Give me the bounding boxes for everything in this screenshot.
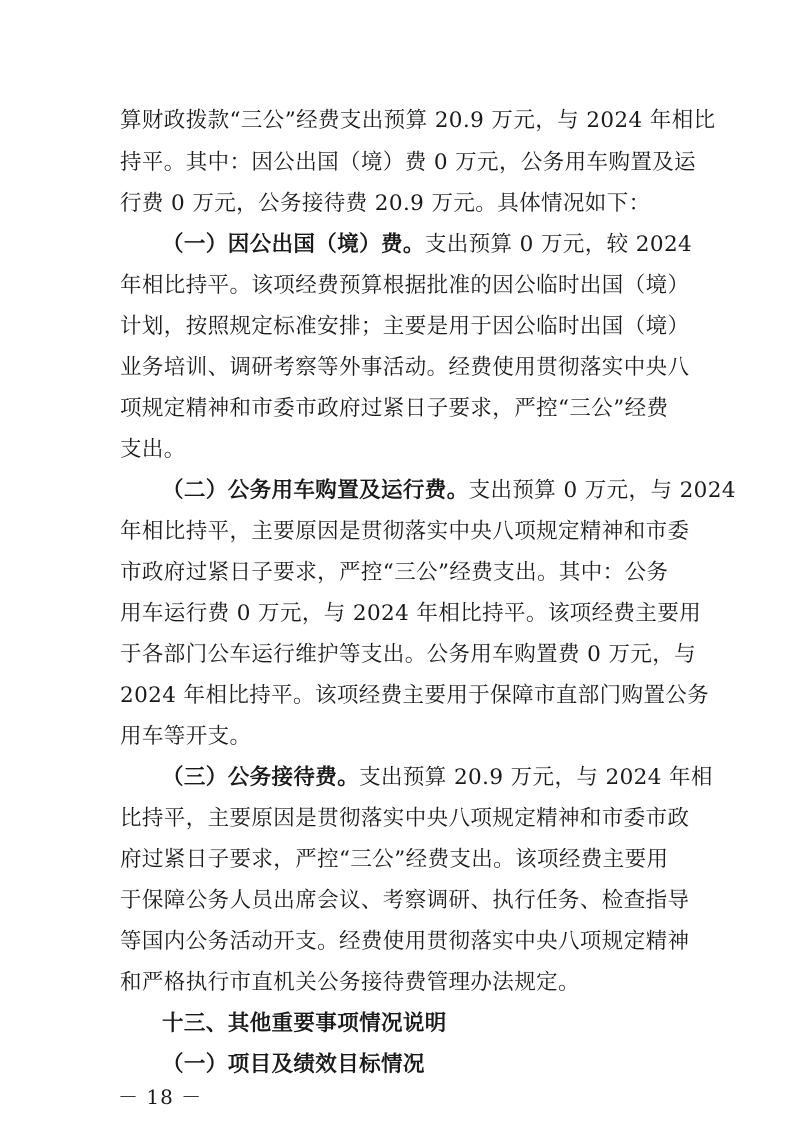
paragraph-line: 用车等开支。 (120, 724, 252, 749)
section-2-title: （二）公务用车购置及运行费。 (162, 478, 469, 503)
paragraph-line: 年相比持平。该项经费预算根据批准的因公临时出国（境） (120, 273, 690, 298)
paragraph-line: 和严格执行市直机关公务接待费管理办法规定。 (120, 970, 580, 995)
paragraph-line: 2024 年相比持平。该项经费主要用于保障市直部门购置公务 (120, 683, 710, 708)
paragraph-line: 支出。 (120, 437, 186, 462)
paragraph-line: 比持平，主要原因是贯彻落实中央八项规定精神和市委市政 (120, 806, 690, 831)
section-2-first-line (162, 476, 736, 506)
section-13-heading: 十三、其他重要事项情况说明 (162, 1011, 447, 1036)
paragraph-line: 市政府过紧日子要求，严控“三公”经费支出。其中：公务 (120, 560, 669, 585)
section-1-first-line (162, 230, 693, 260)
section-3-first-line (162, 763, 713, 793)
section-3-title: （三）公务接待费。 (162, 765, 360, 790)
section-2-first-line-rest: 支出预算 0 万元，与 2024 (468, 478, 736, 503)
section-13-1-subheading: （一）项目及绩效目标情况 (162, 1052, 425, 1077)
paragraph-line: 用车运行费 0 万元，与 2024 年相比持平。该项经费主要用 (120, 601, 702, 626)
paragraph-line: 持平。其中：因公出国（境）费 0 万元，公务用车购置及运 (120, 150, 697, 175)
section-1-title: （一）因公出国（境）费。 (162, 232, 425, 257)
paragraph-line: 项规定精神和市委市政府过紧日子要求，严控“三公”经费 (120, 396, 669, 421)
paragraph-line: 算财政拨款“三公”经费支出预算 20.9 万元，与 2024 年相比 (120, 108, 716, 133)
page-number: － 18 － (118, 1085, 203, 1109)
paragraph-line: 业务培训、调研考察等外事活动。经费使用贯彻落实中央八 (120, 355, 690, 380)
paragraph-line: 年相比持平，主要原因是贯彻落实中央八项规定精神和市委 (120, 519, 690, 544)
section-3-first-line-rest: 支出预算 20.9 万元，与 2024 年相 (359, 765, 713, 790)
section-1-first-line-rest: 支出预算 0 万元，较 2024 (424, 232, 693, 257)
paragraph-line: 府过紧日子要求，严控“三公”经费支出。该项经费主要用 (120, 847, 669, 872)
paragraph-line: 行费 0 万元，公务接待费 20.9 万元。具体情况如下： (120, 191, 651, 216)
paragraph-line: 于各部门公车运行维护等支出。公务用车购置费 0 万元，与 (120, 642, 697, 667)
paragraph-line: 于保障公务人员出席会议、考察调研、执行任务、检查指导 (120, 888, 690, 913)
paragraph-line: 计划，按照规定标准安排；主要是用于因公临时出国（境） (120, 314, 690, 339)
paragraph-line: 等国内公务活动开支。经费使用贯彻落实中央八项规定精神 (120, 929, 690, 954)
